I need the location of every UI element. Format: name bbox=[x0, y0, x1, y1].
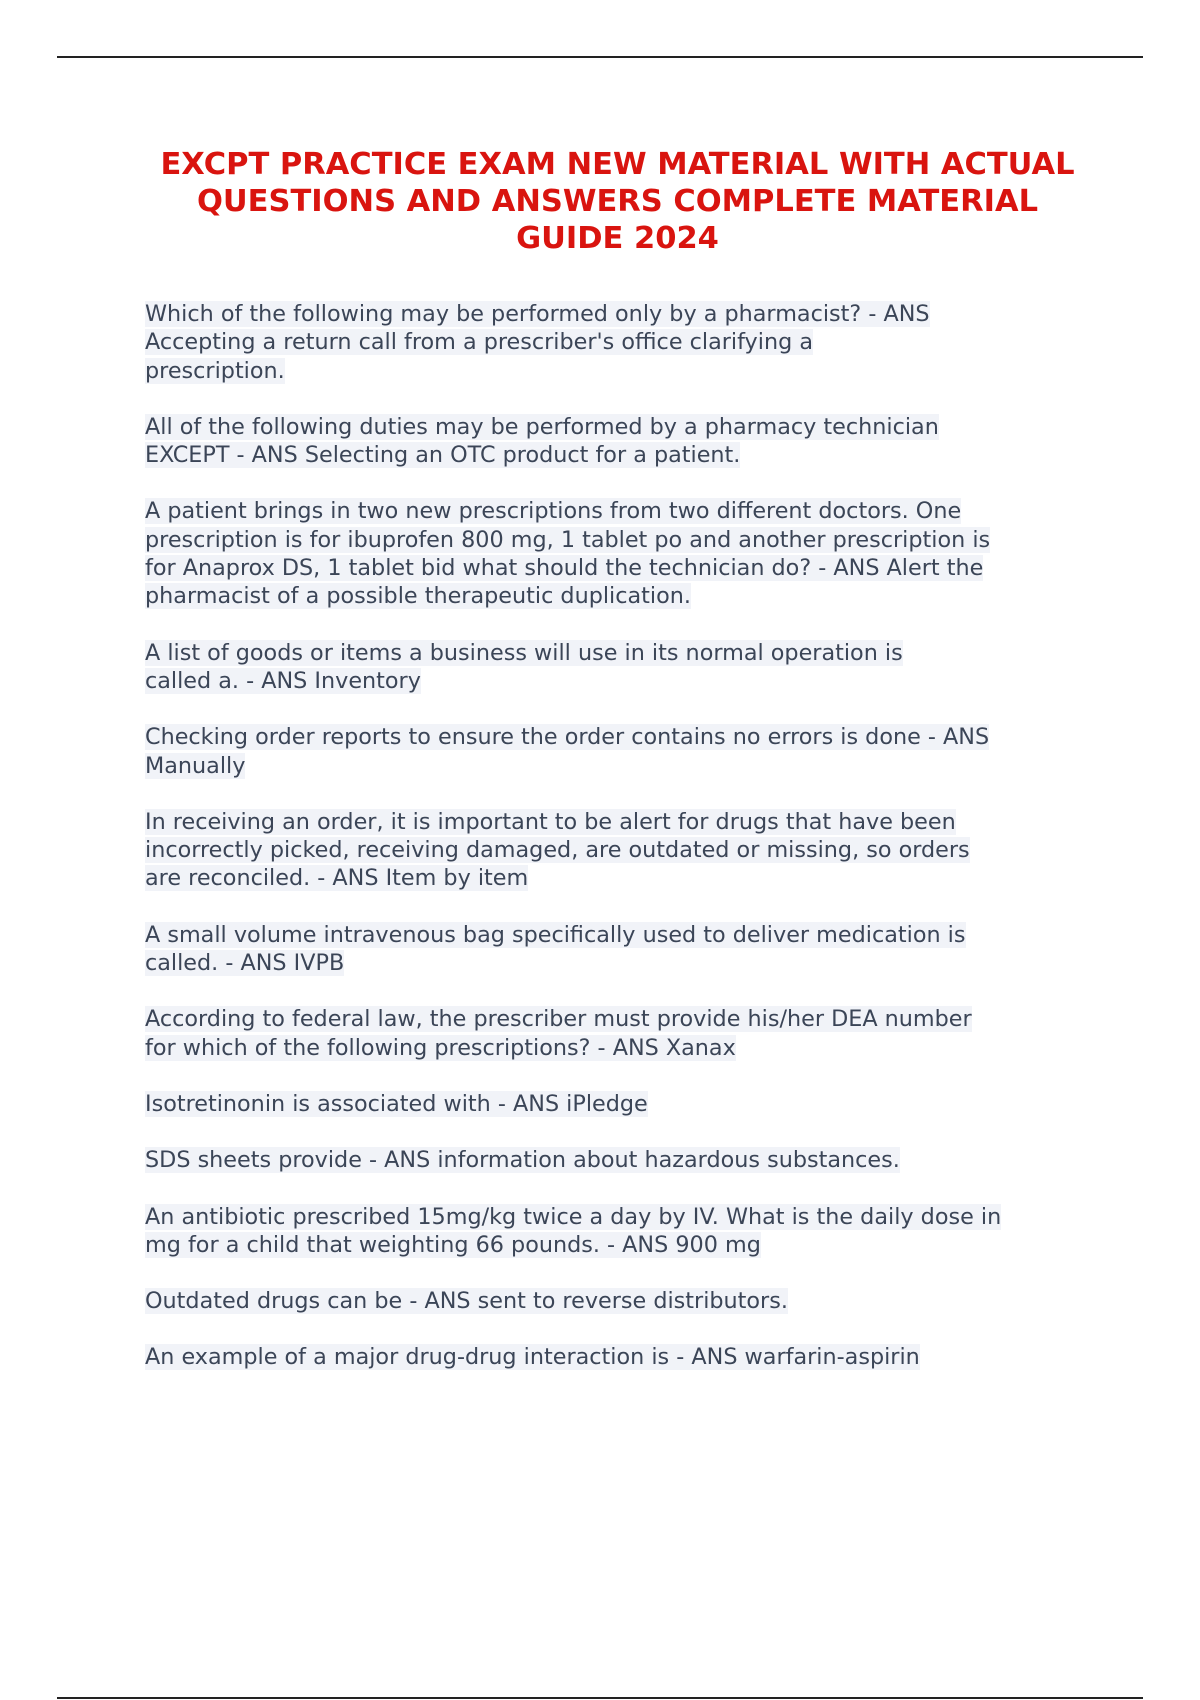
bottom-divider bbox=[57, 1697, 1143, 1699]
qa-text: A small volume intravenous bag specifically used to deliver medication is called. - ANS IVPB bbox=[145, 921, 966, 977]
qa-text: Isotretinonin is associated with - ANS iPledge bbox=[145, 1090, 648, 1117]
qa-text: An antibiotic prescribed 15mg/kg twice a day by IV. What is the daily dose in mg for a child that weighting 66 pounds. - ANS 900 mg bbox=[145, 1203, 1002, 1258]
qa-item bbox=[145, 639, 1095, 696]
qa-item bbox=[145, 300, 1095, 385]
qa-item bbox=[145, 1287, 1095, 1315]
qa-text: According to federal law, the prescriber must provide his/her DEA number for which of the following prescriptions? - ANS Xanax bbox=[145, 1006, 972, 1061]
qa-item bbox=[145, 413, 1095, 470]
document-title: EXCPT PRACTICE EXAM NEW MATERIAL WITH ACTUAL QUESTIONS AND ANSWERS COMPLETE MATERIAL GUIDE 2024 bbox=[160, 147, 1075, 256]
qa-item bbox=[145, 1203, 1095, 1260]
qa-text: A patient brings in two new prescriptions from two different doctors. One prescription is for ibuprofen 800 mg, 1 tablet po and another prescription is for Anaprox DS, 1 tablet bid what should the technician do? - ANS Alert the pharmacist of a possible therapeutic duplication. bbox=[145, 498, 991, 610]
qa-text: Which of the following may be performed only by a pharmacist? - ANS Accepting a return call from a prescriber's office clarifying a prescription. bbox=[145, 301, 930, 384]
qa-item bbox=[145, 723, 1095, 780]
qa-text: A list of goods or items a business will use in its normal operation is called a. - ANS Inventory bbox=[145, 639, 903, 694]
qa-text: In receiving an order, it is important to be alert for drugs that have been incorrectly picked, receiving damaged, are outdated or missing, so orders are reconciled. - ANS Item by item bbox=[145, 808, 970, 892]
qa-text: Checking order reports to ensure the order contains no errors is done - ANS Manually bbox=[145, 724, 990, 779]
qa-item bbox=[145, 1343, 1095, 1371]
qa-item bbox=[145, 497, 1095, 610]
qa-item bbox=[145, 1005, 1095, 1062]
qa-text: An example of a major drug-drug interaction is - ANS warfarin-aspirin bbox=[145, 1344, 920, 1371]
qa-item bbox=[145, 1090, 1095, 1118]
qa-text: All of the following duties may be performed by a pharmacy technician EXCEPT - ANS Selecting an OTC product for a patient. bbox=[145, 413, 939, 469]
qa-list bbox=[145, 300, 1095, 1400]
qa-text: SDS sheets provide - ANS information about hazardous substances. bbox=[145, 1147, 900, 1174]
qa-item bbox=[145, 808, 1095, 893]
qa-item bbox=[145, 1146, 1095, 1174]
qa-text: Outdated drugs can be - ANS sent to reverse distributors. bbox=[145, 1288, 788, 1315]
top-divider bbox=[57, 56, 1143, 58]
qa-item bbox=[145, 921, 1095, 978]
